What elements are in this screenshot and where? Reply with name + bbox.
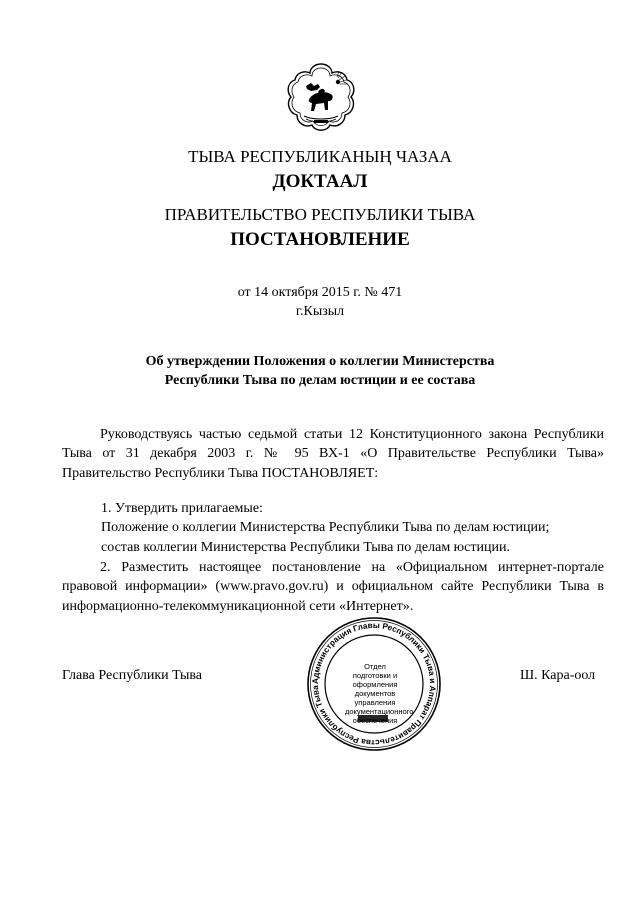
document-city: г.Кызыл bbox=[295, 304, 345, 319]
tuvan-document-type: ДОКТААЛ bbox=[272, 171, 368, 192]
item-1: 1. Утвердить прилагаемые: bbox=[101, 501, 263, 516]
tuva-emblem bbox=[284, 60, 358, 138]
item-1-composition: состав коллегии Министерства Республики Тыва по делам юстиции. bbox=[101, 540, 510, 555]
document-title-line-2: Республики Тыва по делам юстиции и ее состава bbox=[164, 373, 476, 388]
stamp-line: оформления документов bbox=[352, 680, 398, 698]
tuvan-government-heading: ТЫВА РЕСПУБЛИКАНЫҢ ЧАЗАА bbox=[188, 147, 452, 166]
document-date-number: от 14 октября 2015 г. № 471 bbox=[237, 285, 403, 300]
stamp-line: документационного bbox=[345, 707, 414, 716]
preamble-paragraph: Руководствуясь частью седьмой статьи 12 Конституционного закона Республики Тыва от 31 декабря 2003 г. № 95 ВХ-1 «О Правительстве Республики Тыва» Правительство Республики Тыва ПОСТАНОВЛЯЕТ: bbox=[62, 427, 604, 481]
russian-document-type: ПОСТАНОВЛЕНИЕ bbox=[230, 229, 410, 250]
stamp-line: управления bbox=[354, 698, 396, 707]
item-1-regulation: Положение о коллегии Министерства Республики Тыва по делам юстиции; bbox=[101, 520, 550, 535]
item-2-paragraph: 2. Разместить настоящее постановление на «Официальном интернет-портале правовой информации» (www.pravo.gov.ru) и официальном сайте Республики Тыва в информационно-телекоммуникационной сети «Интернет». bbox=[62, 560, 604, 614]
signatory-position: Глава Республики Тыва bbox=[62, 668, 203, 683]
russian-government-heading: ПРАВИТЕЛЬСТВО РЕСПУБЛИКИ ТЫВА bbox=[164, 205, 476, 224]
stamp-line: обеспечения bbox=[352, 716, 398, 725]
stamp-line: подготовки и bbox=[352, 671, 398, 680]
stamp-line: Отдел bbox=[364, 662, 386, 671]
stamp-ring-text: Администрация Главы Республики Тыва и Аппарат Правительства Республики Тыва bbox=[310, 620, 438, 748]
signatory-name: Ш. Кара-оол bbox=[520, 668, 596, 683]
stamp-center-text bbox=[345, 662, 414, 725]
document-title-line-1: Об утверждении Положения о коллегии Министерства bbox=[145, 354, 495, 369]
